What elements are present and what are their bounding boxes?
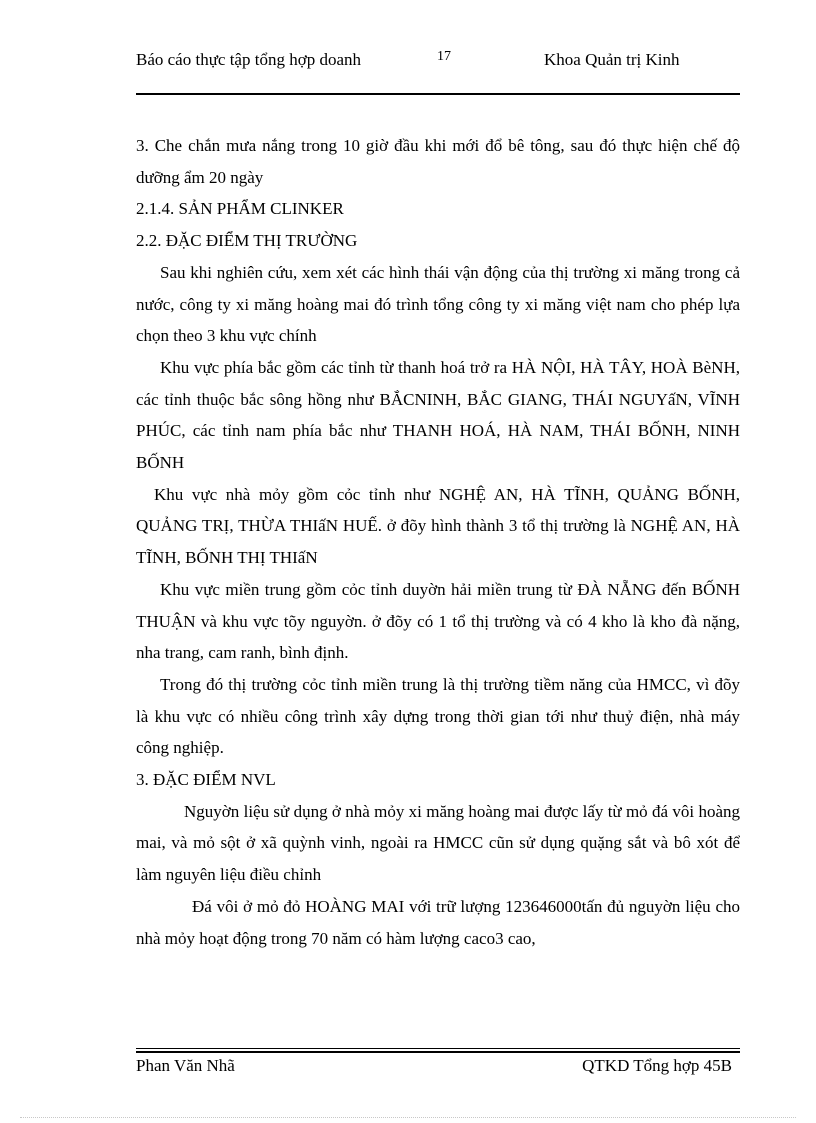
- paragraph-curing-step: 3. Che chắn mưa nắng trong 10 giờ đầu khi mới đổ bê tông, sau đó thực hiện chế độ dưỡng ẩm 20 ngày: [136, 136, 740, 187]
- footer-divider-thick: [136, 1051, 740, 1053]
- paragraph-central-region: Khu vực miền trung gồm cỏc tỉnh duyờn hải miền trung từ ĐÀ NẴNG đến BỐNH THUẬN và khu vực tõy nguyờn. ở đõy có 1 tổ thị trường và có 4 kho là kho đà nặng, nha trang, cam ranh, bình định.: [136, 579, 740, 663]
- page-number: 17: [437, 49, 451, 64]
- header-divider: [136, 93, 740, 95]
- header-faculty: Khoa Quản trị Kinh: [544, 50, 680, 69]
- page-bottom-dotted-line: [20, 1117, 796, 1118]
- heading-raw-materials: 3. ĐẶC ĐIỂM NVL: [136, 770, 276, 790]
- paragraph-plant-region: Khu vực nhà mỏy gồm cỏc tỉnh như NGHỆ AN, HÀ TĨNH, QUẢNG BỐNH, QUẢNG TRỊ, THỪA THIấN HUẾ. ở đõy hình thành 3 tổ thị trường là NGHỆ AN, HÀ TĨNH, BỐNH THỊ THIấN: [136, 484, 740, 568]
- document-body: [136, 130, 740, 954]
- paragraph-northern-region: Khu vực phía bắc gồm các tỉnh từ thanh hoá trở ra HÀ NỘI, HÀ TÂY, HOÀ BèNH, các tỉnh thuộc bắc sông hồng như BẮCNINH, BẮC GIANG, THÁI NGUYấN, VĨNH PHÚC, các tỉnh nam phía bắc như THANH HOÁ, HÀ NAM, THÁI BỐNH, NINH BỐNH: [136, 357, 740, 473]
- header-report-title: Báo cáo thực tập tổng hợp doanh: [136, 50, 361, 69]
- footer-class: QTKD Tổng hợp 45B: [582, 1056, 732, 1075]
- paragraph-limestone-reserve: Đá vôi ở mỏ đỏ HOÀNG MAI với trữ lượng 123646000tấn đủ nguyờn liệu cho nhà mỏy hoạt động trong 70 năm có hàm lượng caco3 cao,: [136, 896, 740, 948]
- footer-divider-thin: [136, 1048, 740, 1049]
- paragraph-raw-material-sources: Nguyờn liệu sử dụng ở nhà mỏy xi măng hoàng mai được lấy từ mỏ đá vôi hoàng mai, và mỏ sột ở xã quỳnh vinh, ngoài ra HMCC cũn sử dụng quặng sắt và bô xót để làm nguyên liệu điều chỉnh: [136, 801, 740, 885]
- heading-market-features: 2.2. ĐẶC ĐIỂM THỊ TRƯỜNG: [136, 231, 358, 251]
- footer-author: Phan Văn Nhã: [136, 1056, 235, 1075]
- heading-clinker-product: 2.1.4. SẢN PHẨM CLINKER: [136, 199, 344, 219]
- paragraph-potential-market: Trong đó thị trường cỏc tỉnh miền trung là thị trường tiềm năng của HMCC, vì đõy là khu vực có nhiều công trình xây dựng trong thời gian tới như thuỷ điện, nhà máy công nghiệp.: [136, 674, 740, 758]
- paragraph-market-study: Sau khi nghiên cứu, xem xét các hình thái vận động của thị trường xi măng trong cả nước, công ty xi măng hoàng mai đó trình tổng công ty xi măng việt nam cho phép lựa chọn theo 3 khu vực chính: [136, 262, 740, 346]
